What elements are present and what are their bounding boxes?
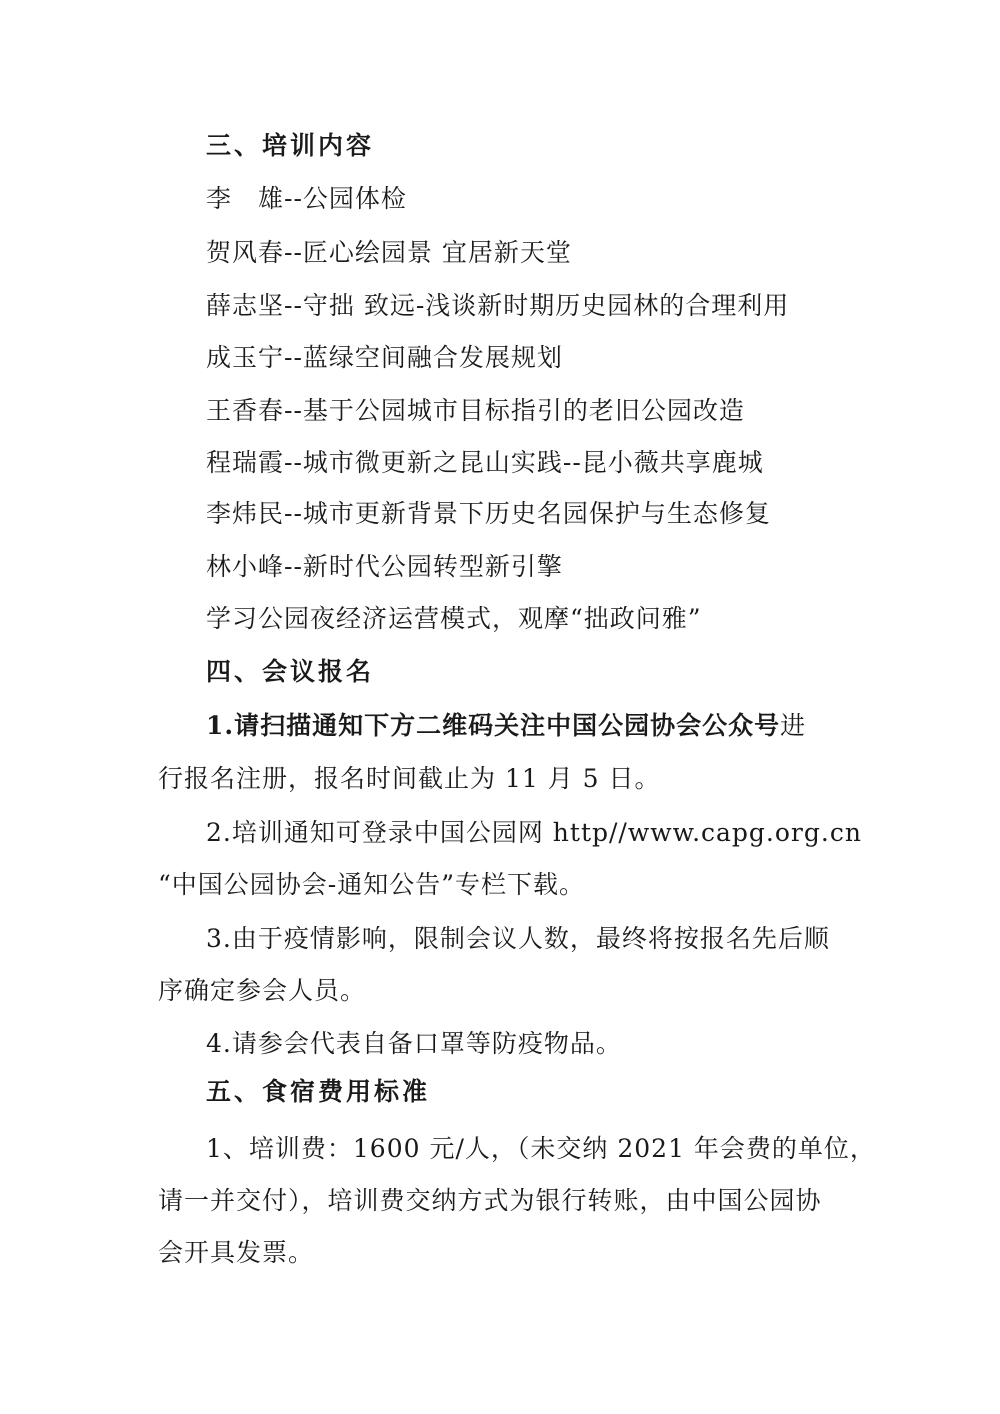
- registration-item-2-cont: “中国公园协会-通知公告”专栏下载。: [158, 870, 586, 899]
- registration-item-2: 2.培训通知可登录中国公园网 http//www.capg.org.cn: [206, 818, 862, 847]
- registration-item-1-cont: 行报名注册，报名时间截止为 11 月 5 日。: [158, 764, 661, 793]
- lecture-item: 李 雄--公园体检: [206, 184, 407, 213]
- registration-item-3: 3.由于疫情影响，限制会议人数，最终将按报名先后顺: [206, 924, 830, 953]
- fee-item-1-cont: 请一并交付），培训费交纳方式为银行转账，由中国公园协: [158, 1186, 822, 1215]
- fee-item-1: 1、培训费：1600 元/人，（未交纳 2021 年会费的单位，: [206, 1134, 876, 1163]
- lecture-item: 薛志坚--守拙 致远-浅谈新时期历史园林的合理利用: [206, 291, 790, 320]
- visit-item: 学习公园夜经济运营模式，观摩“拙政问雅”: [206, 604, 702, 633]
- lecture-item: 李炜民--城市更新背景下历史名园保护与生态修复: [206, 499, 771, 528]
- section-3-heading: 三、培训内容: [206, 131, 375, 160]
- lecture-item: 成玉宁--蓝绿空间融合发展规划: [206, 343, 563, 372]
- section-5-heading: 五、食宿费用标准: [206, 1077, 431, 1106]
- section-4-heading: 四、会议报名: [206, 657, 375, 686]
- lecture-item: 王香春--基于公园城市目标指引的老旧公园改造: [206, 396, 745, 425]
- lecture-item: 贺风春--匠心绘园景 宜居新天堂: [206, 238, 572, 267]
- fee-item-1-cont: 会开具发票。: [158, 1238, 315, 1267]
- registration-item-1: [206, 709, 806, 743]
- registration-item-1-rest: 进: [780, 711, 807, 740]
- registration-item-1-bold: 1.请扫描通知下方二维码关注中国公园协会公众号: [206, 711, 781, 740]
- registration-item-4: 4.请参会代表自备口罩等防疫物品。: [206, 1029, 622, 1058]
- registration-item-3-cont: 序确定参会人员。: [158, 976, 367, 1005]
- lecture-item: 程瑞霞--城市微更新之昆山实践--昆小薇共享鹿城: [206, 448, 764, 477]
- lecture-item: 林小峰--新时代公园转型新引擎: [206, 552, 563, 581]
